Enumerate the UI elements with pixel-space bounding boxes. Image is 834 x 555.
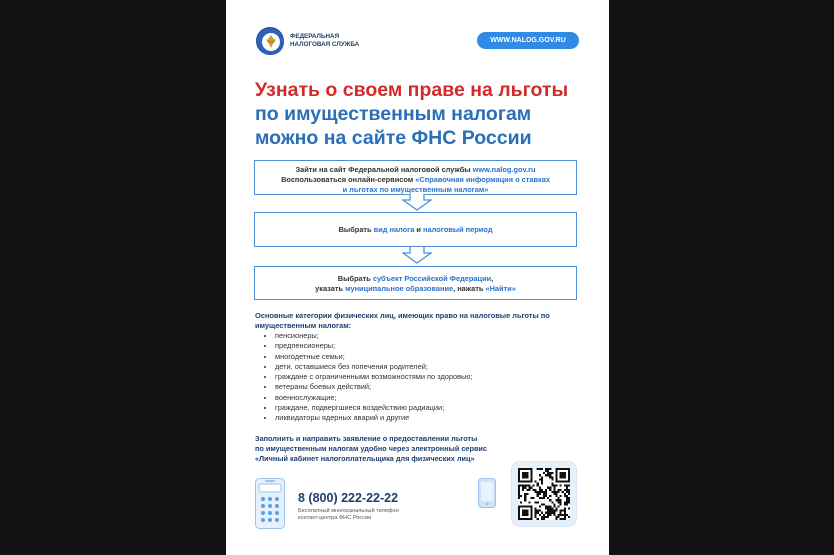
step-3-box [254, 266, 577, 300]
step-1-line2 [255, 175, 576, 185]
step-2-tax-period: налоговый период [423, 225, 493, 234]
contact-block [298, 491, 468, 522]
header [256, 27, 581, 55]
step-1-line1 [255, 165, 576, 175]
step-3-region: субъект Российской Федерации [372, 274, 492, 283]
list-item: • предпенсионеры; [275, 341, 585, 351]
step-2-box [254, 212, 577, 247]
categories-title: Основные категории физических лиц, имеющих право на налоговые льготы по имущественным налогам: [255, 311, 550, 330]
cta-line1: Заполнить и направить заявление о предоставлении льготы [255, 434, 478, 443]
phone-note-line2: контакт-центра ФНС России [298, 515, 372, 521]
step-2-tax-type: вид налога [373, 225, 415, 234]
step-3-municipality: муниципальное образование [345, 284, 454, 293]
cta-text [255, 434, 575, 463]
org-name-line2: НАЛОГОВАЯ СЛУЖБА [290, 40, 360, 48]
list-item: • военнослужащие; [275, 393, 585, 403]
list-item: • дети, оставшиеся без попечения родителей; [275, 362, 585, 372]
title-line1: Узнать о своем праве на льготы [255, 79, 569, 101]
qr-code-icon[interactable] [518, 468, 570, 520]
step-1-text-b: Воспользоваться онлайн-сервисом [281, 175, 416, 184]
list-item: • граждане, подвергшиеся воздействию радиации; [275, 403, 585, 413]
step-2-text-a: Выбрать [338, 225, 374, 234]
page-title [255, 78, 595, 150]
down-arrow-icon [402, 247, 432, 264]
qr-frame [512, 462, 576, 526]
cta-line3: «Личный кабинет налогоплательщика для физических лиц» [255, 453, 475, 463]
title-line2: по имущественным налогам [255, 103, 532, 125]
step-1-text-a: Зайти на сайт Федеральной налоговой службы [295, 165, 473, 174]
step-3-find-label: «Найти» [485, 284, 516, 293]
org-name-line1: ФЕДЕРАЛЬНАЯ [290, 33, 340, 40]
title-line3: можно на сайте ФНС России [255, 127, 532, 149]
poster [226, 0, 609, 555]
step-3-text-mid: , нажать [453, 284, 486, 293]
step-3-text-a: Выбрать [337, 274, 373, 283]
phone-note [298, 508, 468, 522]
fns-emblem-icon [256, 27, 284, 55]
phone-note-line1: Бесплатный многоканальный телефон [298, 508, 399, 514]
cta-line2: по имущественным налогам удобно через электронный сервис [255, 443, 487, 453]
step-1-box [254, 160, 577, 195]
down-arrow-icon [402, 194, 432, 211]
list-item: • ветераны боевых действий; [275, 382, 585, 392]
categories-list [255, 331, 585, 424]
step-3-comma: , [491, 274, 494, 283]
list-item: • граждане с ограниченными возможностями по здоровью; [275, 372, 585, 382]
list-item: • пенсионеры; [275, 331, 585, 341]
step-1-service-name-b: и льготах по имущественным налогам» [342, 185, 489, 194]
site-link[interactable]: WWW.NALOG.GOV.RU [477, 32, 579, 49]
step-3-text-b: указать [315, 284, 346, 293]
smartphone-icon [478, 478, 496, 508]
phone-number[interactable]: 8 (800) 222-22-22 [298, 491, 399, 505]
list-item: • ликвидаторы ядерных аварий и другие [275, 413, 585, 423]
categories [255, 311, 585, 424]
step-3-line2 [255, 284, 576, 294]
step-1-service-name-a: «Справочная информация о ставках [415, 175, 550, 184]
desk-phone-icon [255, 478, 285, 529]
list-item: • многодетные семьи; [275, 352, 585, 362]
step-1-site-link[interactable]: www.nalog.gov.ru [472, 165, 536, 174]
step-2-text-c: и [414, 225, 424, 234]
org-name [290, 33, 400, 48]
step-3-line1 [255, 274, 576, 284]
